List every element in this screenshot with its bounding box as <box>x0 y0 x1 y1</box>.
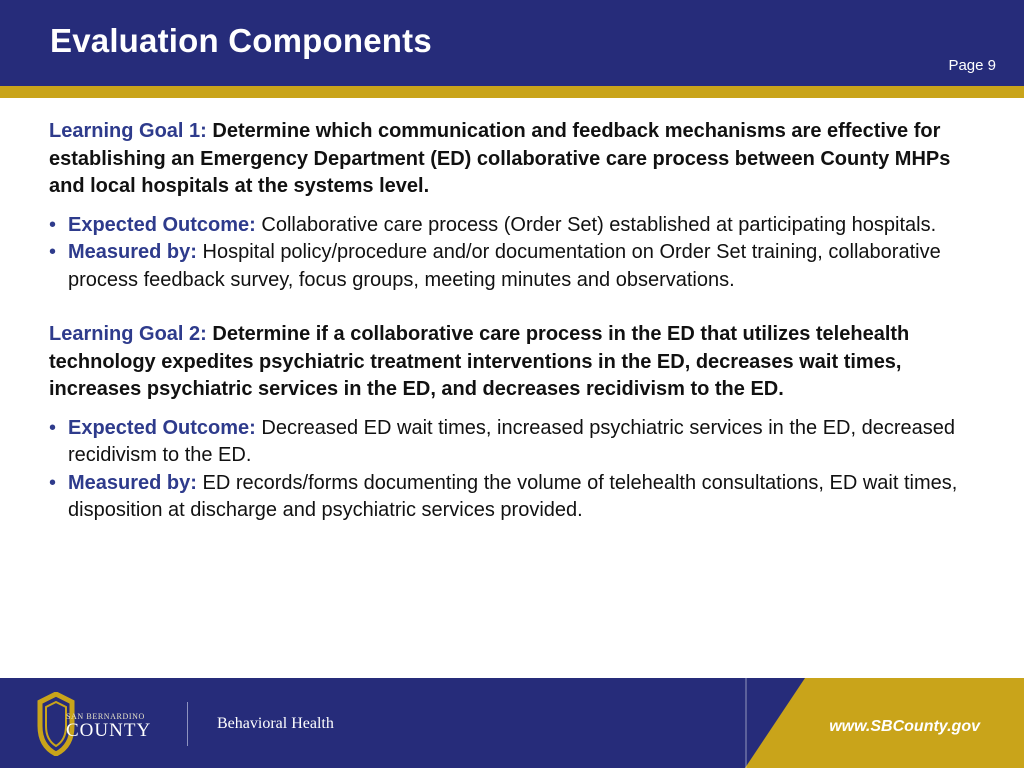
logo-subtitle: SAN BERNARDINO <box>66 712 145 721</box>
list-item <box>49 470 979 525</box>
goal-2-bullets <box>49 415 979 525</box>
learning-goal-2 <box>49 321 979 404</box>
bullet-text: ED records/forms documenting the volume of telehealth consultations, ED wait times, disposition at discharge and psychiatric services provided. <box>68 471 958 521</box>
goal-2-label: Learning Goal 2: <box>49 323 207 345</box>
bullet-label: Measured by: <box>68 471 197 494</box>
bullet-icon: • <box>49 241 57 263</box>
bullet-text: Collaborative care process (Order Set) established at participating hospitals. <box>261 213 937 236</box>
bullet-text: Hospital policy/procedure and/or documentation on Order Set training, collaborative process feedback survey, focus groups, meeting minutes and observations. <box>68 241 941 291</box>
list-item <box>49 415 979 470</box>
bullet-text: Decreased ED wait times, increased psychiatric services in the ED, decreased recidivism to the ED. <box>68 416 956 466</box>
list-item <box>49 212 979 240</box>
gold-divider <box>0 86 1024 98</box>
page-number: Page 9 <box>948 57 996 74</box>
bullet-icon: • <box>49 416 57 439</box>
header-bar <box>0 0 1024 86</box>
goal-2-text: Determine if a collaborative care process in the ED that utilizes telehealth technology expedites psychiatric treatment interventions in the ED, decreases wait times, increases psychiatric services in the ED, and decreases recidivism to the ED. <box>49 323 910 400</box>
bullet-label: Expected Outcome: <box>68 213 256 236</box>
goal-1-bullets <box>49 212 979 295</box>
department-name: Behavioral Health <box>217 715 334 732</box>
footer-stripe <box>745 678 747 768</box>
bullet-label: Measured by: <box>68 241 197 263</box>
list-item <box>49 239 979 294</box>
bullet-label: Expected Outcome: <box>68 416 256 439</box>
goal-1-label: Learning Goal 1: <box>49 120 207 142</box>
footer-bar <box>0 678 1024 768</box>
footer-divider <box>187 702 188 746</box>
main-content <box>49 118 979 525</box>
goal-1-text: Determine which communication and feedback mechanisms are effective for establishing an Emergency Department (ED) collaborative care process between County MHPs and local hospitals at the systems level. <box>49 120 951 197</box>
website-link[interactable]: www.SBCounty.gov <box>829 718 980 735</box>
bullet-icon: • <box>49 471 57 494</box>
logo-title: COUNTY <box>66 720 152 741</box>
county-logo <box>36 692 156 756</box>
learning-goal-1 <box>49 118 979 201</box>
bullet-icon: • <box>49 213 57 236</box>
page-title: Evaluation Components <box>50 22 432 59</box>
